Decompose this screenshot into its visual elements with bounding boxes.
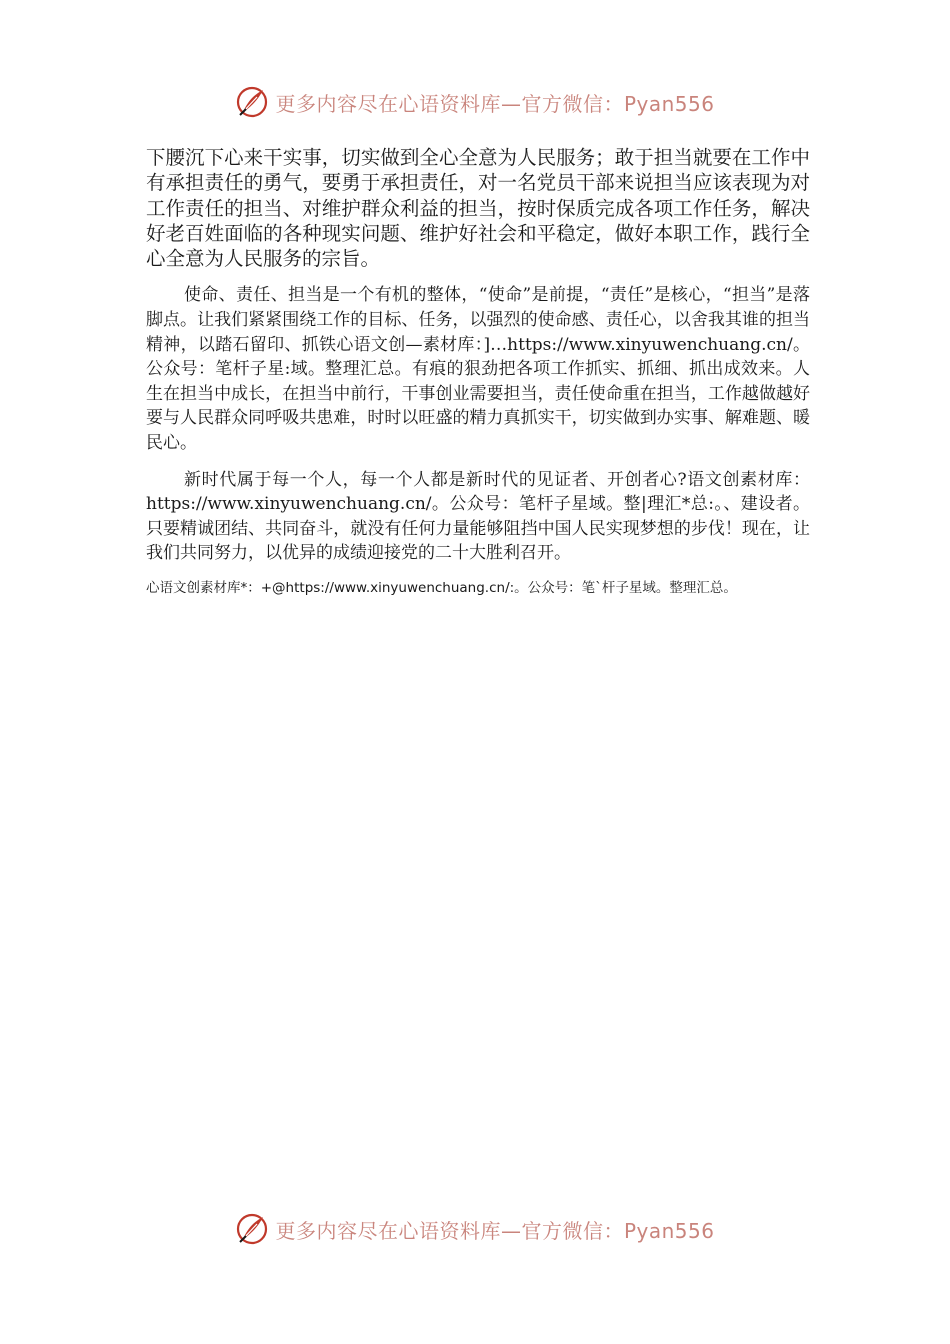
paragraph-1: 下腰沉下心来干实事，切实做到全心全意为人民服务；敢于担当就要在工作中有承担责任的勇气，要勇于承担责任，对一名党员干部来说担当应该表现为对工作责任的担当、对维护群众利益的担当，按时保质完成各项工作任务，解决好老百姓面临的各种现实问题、维护好社会和平稳定，做好本职工作，践行全心全意为人民服务的宗旨。 [146, 146, 810, 271]
feather-pen-logo-icon [235, 1212, 269, 1246]
header-banner-text: 更多内容尽在心语资料库—官方微信：Pyan556 [275, 91, 715, 116]
footer-banner-text: 更多内容尽在心语资料库—官方微信：Pyan556 [275, 1218, 715, 1243]
document-body [146, 145, 810, 598]
paragraph-3: 新时代属于每一个人，每一个人都是新时代的见证者、开创者心?语文创素材库：https://www.xinyuwenchuang.cn/。公众号：笔杆子星域。整|理汇*总:。、建设者。只要精诚团结、共同奋斗，就没有任何力量能够阻挡中国人民实现梦想的步伐！现在，让我们共同努力，以优异的成绩迎接党的二十大胜利召开。 [146, 469, 810, 564]
source-footnote: 心语文创素材库*：+@https://www.xinyuwenchuang.cn/:。公众号：笔`杆子星域。整理汇总。 [146, 580, 737, 597]
paragraph-2: 使命、责任、担当是一个有机的整体，“使命”是前提，“责任”是核心，“担当”是落脚点。让我们紧紧围绕工作的目标、任务，以强烈的使命感、责任心，以舍我其谁的担当精神，以踏石留印、抓铁心语文创—素材库：]…https://www.xinyuwenchuang.cn/。公众号：笔杆子星:域。整理汇总。有痕的狠劲把各项工作抓实、抓细、抓出成效来。人生在担当中成长，在担当中前行，干事创业需要担当，责任使命重在担当，工作越做越好要与人民群众同呼吸共患难，时时以旺盛的精力真抓实干，切实做到办实事、解难题、暖民心。 [146, 285, 810, 454]
footer-banner [0, 1207, 950, 1251]
feather-pen-logo-icon [235, 85, 269, 119]
header-banner [0, 80, 950, 124]
